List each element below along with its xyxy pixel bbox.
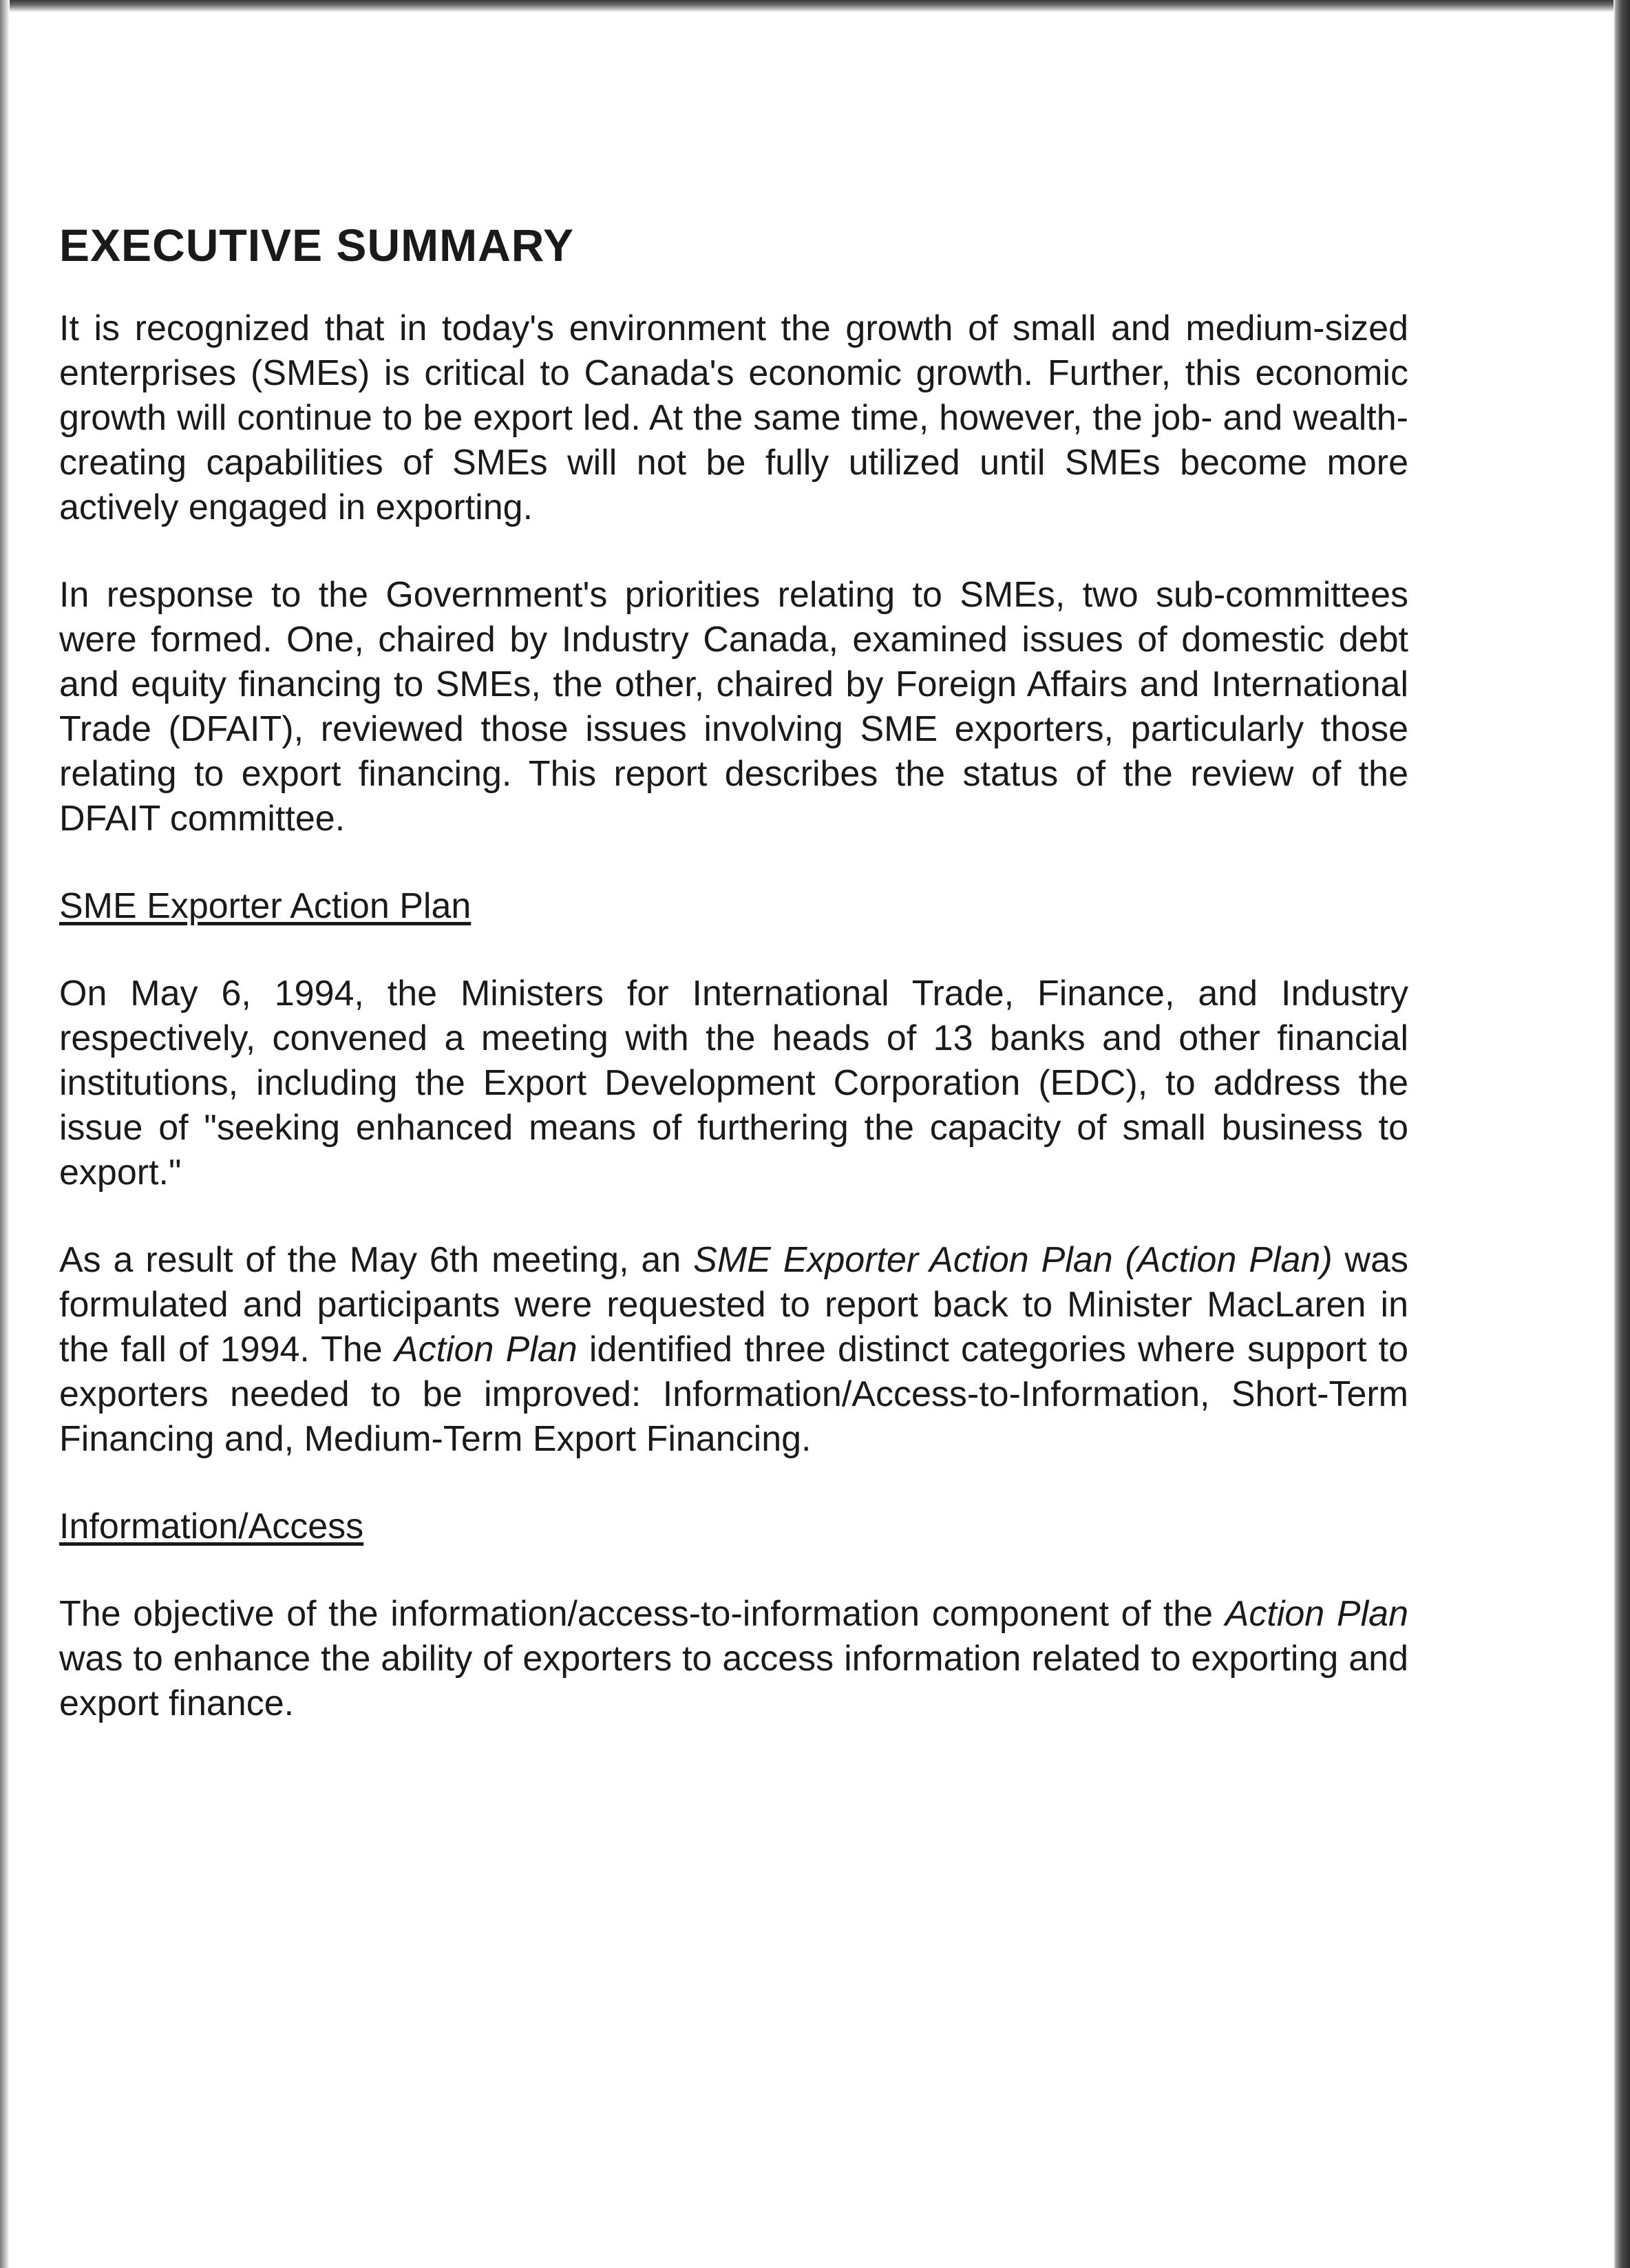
text-span: identified three distinct categories where support to exporters needed to be improved: Information/Access-to-Information, Short-Term Financing and, Medium-Term Export Financing. — [59, 1329, 1409, 1459]
paragraph-objective — [59, 1592, 1408, 1726]
scan-right-edge — [1613, 0, 1630, 2268]
paragraph-meeting: On May 6, 1994, the Ministers for International Trade, Finance, and Industry respectively, convened a meeting with the heads of 13 banks and other financial institutions, including the Export Development Corporation (EDC), to address the issue of "seeking enhanced means of furthering the capacity of small business to export." — [59, 973, 1408, 1193]
text-span: was to enhance the ability of exporters to access information related to exporting and export finance. — [59, 1638, 1408, 1723]
italic-title: SME Exporter Action Plan (Action Plan) — [693, 1239, 1333, 1280]
page-title: EXECUTIVE SUMMARY — [59, 220, 574, 271]
scan-top-edge — [0, 0, 1630, 12]
section-heading-information-access: Information/Access — [59, 1506, 364, 1546]
text-span: was formulated and participants were requested to report back to Minister MacLaren in the fall of 1994. The — [59, 1239, 1409, 1369]
document-body — [59, 220, 1408, 1769]
text-span: The objective of the information/access-to-information component of the — [59, 1593, 1225, 1634]
section-heading-action-plan: SME Exporter Action Plan — [59, 885, 472, 926]
paragraph-subcommittees: In response to the Government's priorities relating to SMEs, two sub-committees were formed. One, chaired by Industry Canada, examined issues of domestic debt and equity financing to SMEs, the other, chaired by Foreign Affairs and International Trade (DFAIT), reviewed those issues involving SME exporters, particularly those relating to export financing. This report describes the status of the review of the DFAIT committee. — [59, 574, 1408, 839]
text-span: As a result of the May 6th meeting, an — [59, 1239, 694, 1280]
italic-title: Action Plan — [1225, 1593, 1408, 1634]
italic-title: Action Plan — [394, 1329, 578, 1369]
scan-left-edge — [0, 0, 10, 2268]
paragraph-intro: It is recognized that in today's environment the growth of small and medium-sized enterprises (SMEs) is critical to Canada's economic growth. Further, this economic growth will continue to be export led. At the same time, however, the job- and wealth-creating capabilities of SMEs will not be fully utilized until SMEs become more actively engaged in exporting. — [59, 308, 1408, 527]
paragraph-action-plan — [59, 1238, 1408, 1462]
